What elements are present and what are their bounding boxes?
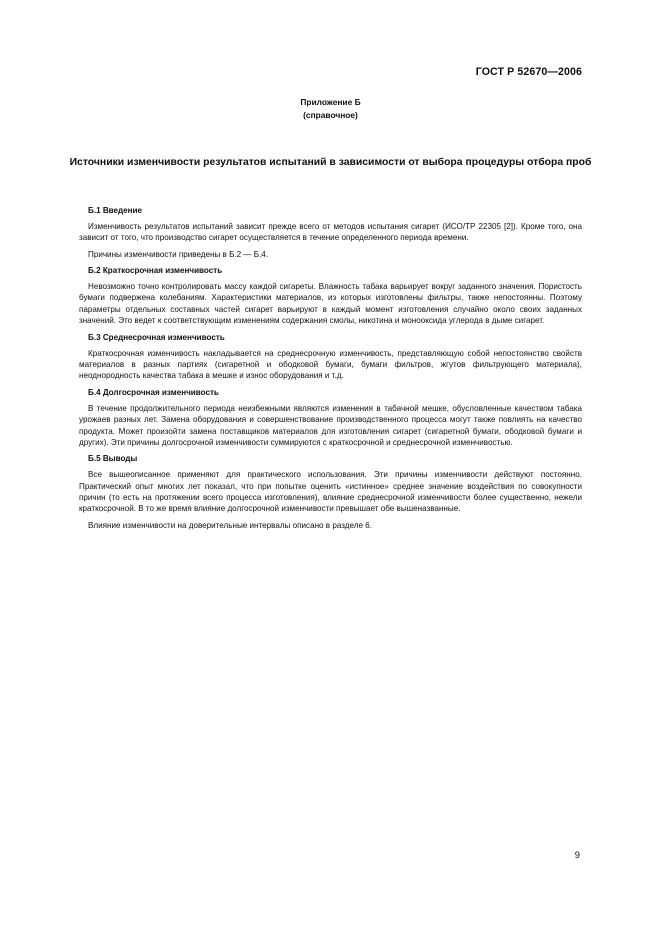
section-heading: Б.1 Введение <box>88 206 143 215</box>
section-b2 <box>79 265 582 327</box>
page-number: 9 <box>574 849 580 860</box>
appendix-label: Приложение Б <box>300 97 361 107</box>
section-paragraph: Изменчивость результатов испытаний зависит прежде всего от методов испытания сигарет (ИСО/ТР 22305 [2]). Кроме того, она зависит от того, что производство сигарет осуществляется в течение определенного периода времени. <box>79 221 582 243</box>
section-paragraph: Причины изменчивости приведены в Б.2 — Б.4. <box>88 249 269 259</box>
section-heading: Б.2 Краткосрочная изменчивость <box>88 266 223 276</box>
appendix-title: Источники изменчивости результатов испытаний в зависимости от выбора процедуры отбора проб <box>69 157 592 168</box>
section-paragraph: Влияние изменчивости на доверительные интервалы описано в разделе 6. <box>88 520 372 530</box>
section-paragraph: Невозможно точно контролировать массу каждой сигареты. Влажность табака варьирует вокруг заданного значения. Пористость бумаги подвержена колебаниям. Характеристики материалов, из которых изготовлены фильтры, также непостоянны. Поэтому параметры отдельных составных частей сигарет варьируют в каждый момент изготовления случайно около своих заданных значений. Это ведет к соответствующим изменениям содержания смолы, никотина и монооксида углерода в дыме сигарет. <box>79 282 582 326</box>
section-heading: Б.5 Выводы <box>88 454 138 464</box>
appendix-type: (справочное) <box>303 110 358 120</box>
section-paragraph: Все вышеописанное применяют для практического использования. Эти причины изменчивости действуют постоянно. Практический опыт многих лет показал, что при попытке оценить «истинное» среднее значение воздействия по совокупности причин (то есть на протяжении всего процесса изготовления), влияние среднесрочной изменчивости более существенно, нежели краткосрочной. В то же время влияние долгосрочной изменчивости превышает обе вышеназванные. <box>79 470 582 514</box>
document-code: ГОСТ Р 52670—2006 <box>475 66 582 78</box>
section-heading: Б.4 Долгосрочная изменчивость <box>88 387 219 397</box>
appendix-body <box>79 205 582 531</box>
section-b5 <box>79 453 582 531</box>
section-paragraph: Краткосрочная изменчивость накладывается на среднесрочную изменчивость, представляющую собой непостоянство свойств материалов в разных партиях (сигаретной и ободковой бумаги, бумаги фильтров, жгутов фильтрующего материала), неоднородность качества табака в мешке и износ оборудования и т.д. <box>79 348 582 381</box>
section-b1 <box>79 205 582 260</box>
section-paragraph: В течение продолжительного периода неизбежными являются изменения в табачной мешке, обусловленные качеством табака урожаев разных лет. Замена оборудования и совершенствование производственного процесса могут также повлиять на качество продукта. Может произойти замена поставщиков материалов для изготовления сигарет (сигаретной бумаги, ободковой бумаги и других). Эти причины долгосрочной изменчивости суммируются с краткосрочной и среднесрочной изменчивостью. <box>79 403 582 447</box>
section-b3 <box>79 332 582 382</box>
section-heading: Б.3 Среднесрочная изменчивость <box>88 332 225 342</box>
section-b4 <box>79 387 582 449</box>
appendix-heading <box>0 96 661 122</box>
